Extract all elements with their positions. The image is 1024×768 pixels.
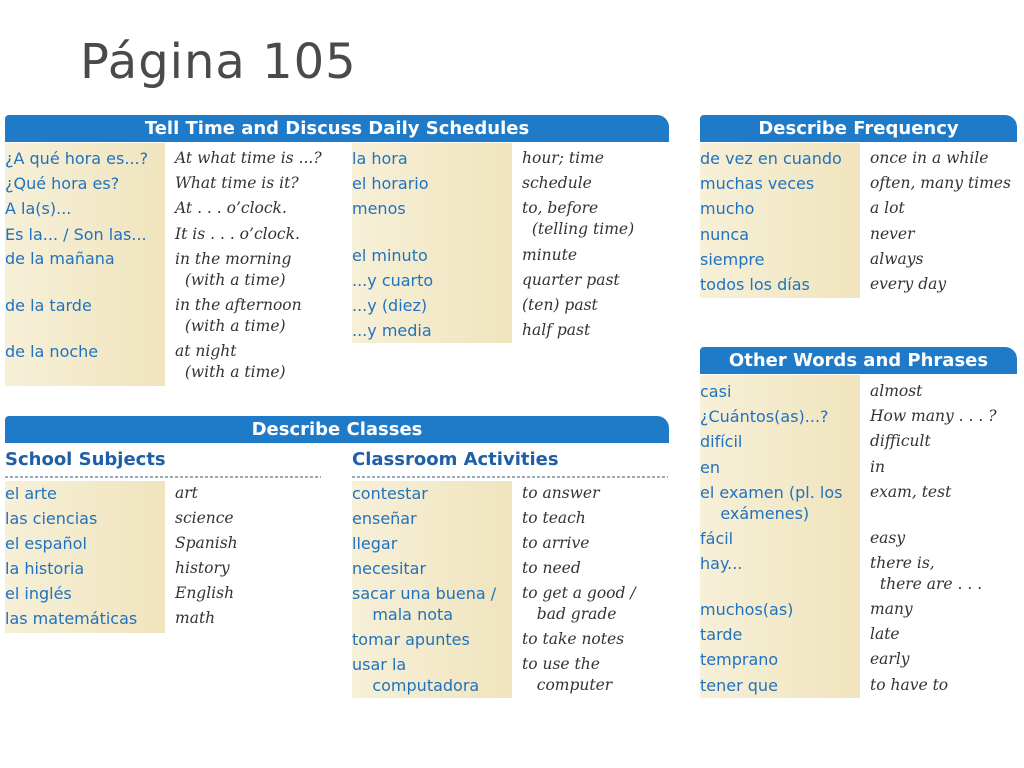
page-title: Página 105	[80, 34, 357, 90]
vocab-es: ...y (diez)	[352, 296, 428, 315]
vocab-es: en	[700, 458, 720, 477]
vocab-es: difícil	[700, 432, 743, 451]
vocab-es: la hora	[352, 149, 408, 168]
school-subjects-heading: School Subjects	[5, 449, 166, 470]
vocab-es: hay...	[700, 554, 743, 573]
vocab-es: A la(s)...	[5, 199, 72, 218]
vocab-en: What time is it?	[175, 174, 299, 192]
vocab-en: half past	[522, 321, 591, 339]
vocab-en: to take notes	[522, 630, 625, 648]
vocab-es: enseñar	[352, 509, 417, 528]
vocab-es: siempre	[700, 250, 765, 269]
tell-time-banner: Tell Time and Discuss Daily Schedules	[5, 115, 669, 142]
vocab-en: to need	[522, 559, 581, 577]
vocab-en: difficult	[870, 432, 931, 450]
vocab-en: exam, test	[870, 483, 952, 501]
vocab-es: de la noche	[5, 342, 99, 361]
vocab-en: there is, there are . . .	[870, 554, 983, 593]
vocab-en: to use the computer	[522, 655, 613, 694]
frequency-banner: Describe Frequency	[700, 115, 1017, 142]
vocab-es: de la mañana	[5, 249, 115, 268]
vocab-es: el inglés	[5, 584, 72, 603]
vocab-en: in	[870, 458, 885, 476]
vocab-es: las matemáticas	[5, 609, 138, 628]
vocab-en: in the morning (with a time)	[175, 250, 292, 289]
vocab-es: ¿Cuántos(as)...?	[700, 407, 829, 426]
vocab-es: usar la computadora	[352, 655, 480, 695]
vocab-es: el español	[5, 534, 87, 553]
vocab-en: to, before (telling time)	[522, 199, 635, 238]
vocab-es: menos	[352, 199, 406, 218]
vocab-en: art	[175, 484, 198, 502]
vocab-en: often, many times	[870, 174, 1011, 192]
vocab-es: mucho	[700, 199, 755, 218]
vocab-es: el arte	[5, 484, 57, 503]
vocab-en: easy	[870, 529, 906, 547]
vocab-en: to answer	[522, 484, 600, 502]
vocab-es: las ciencias	[5, 509, 98, 528]
activities-divider	[352, 476, 668, 478]
vocab-es: muchas veces	[700, 174, 815, 193]
vocab-es: muchos(as)	[700, 600, 794, 619]
vocab-en: never	[870, 225, 915, 243]
vocab-es: el examen (pl. los exámenes)	[700, 483, 843, 523]
vocab-es: tomar apuntes	[352, 630, 470, 649]
vocab-en: At . . . o’clock.	[175, 199, 287, 217]
vocab-es: contestar	[352, 484, 428, 503]
vocab-es: ¿A qué hora es...?	[5, 149, 149, 168]
vocab-en: almost	[870, 382, 923, 400]
vocab-en: How many . . . ?	[870, 407, 997, 425]
vocab-en: every day	[870, 275, 947, 293]
vocab-es: necesitar	[352, 559, 427, 578]
vocab-en: always	[870, 250, 924, 268]
vocab-es: Es la... / Son las...	[5, 225, 147, 244]
classroom-activities-heading: Classroom Activities	[352, 449, 559, 470]
vocab-es: fácil	[700, 529, 734, 548]
vocab-es: de la tarde	[5, 296, 92, 315]
vocab-en: once in a while	[870, 149, 989, 167]
vocab-es: sacar una buena / mala nota	[352, 584, 497, 624]
vocab-en: to teach	[522, 509, 586, 527]
vocab-es: ¿Qué hora es?	[5, 174, 120, 193]
vocab-es: tener que	[700, 676, 778, 695]
vocab-en: history	[175, 559, 230, 577]
vocab-en: to get a good / bad grade	[522, 584, 636, 623]
vocab-en: At what time is ...?	[175, 149, 322, 167]
vocab-en: a lot	[870, 199, 905, 217]
vocab-en: at night (with a time)	[175, 342, 286, 381]
vocab-es: casi	[700, 382, 732, 401]
vocab-en: English	[175, 584, 235, 602]
vocab-es: temprano	[700, 650, 779, 669]
vocab-en: minute	[522, 246, 578, 264]
vocab-en: quarter past	[522, 271, 620, 289]
vocab-en: to have to	[870, 676, 949, 694]
vocab-es: ...y media	[352, 321, 432, 340]
vocab-en: Spanish	[175, 534, 238, 552]
vocab-en: science	[175, 509, 234, 527]
vocab-es: el minuto	[352, 246, 428, 265]
classes-banner: Describe Classes	[5, 416, 669, 443]
vocab-en: to arrive	[522, 534, 590, 552]
vocab-en: many	[870, 600, 913, 618]
vocab-es: ...y cuarto	[352, 271, 434, 290]
vocab-en: schedule	[522, 174, 592, 192]
vocab-en: (ten) past	[522, 296, 598, 314]
vocab-es: llegar	[352, 534, 398, 553]
vocab-es: tarde	[700, 625, 743, 644]
vocab-es: nunca	[700, 225, 750, 244]
vocab-es: todos los días	[700, 275, 810, 294]
vocab-en: late	[870, 625, 900, 643]
vocab-es: de vez en cuando	[700, 149, 842, 168]
other-words-banner: Other Words and Phrases	[700, 347, 1017, 374]
vocab-en: hour; time	[522, 149, 604, 167]
vocab-en: It is . . . o’clock.	[175, 225, 300, 243]
vocab-es: la historia	[5, 559, 85, 578]
vocab-es: el horario	[352, 174, 429, 193]
vocab-en: in the afternoon (with a time)	[175, 296, 302, 335]
vocab-en: early	[870, 650, 910, 668]
vocab-en: math	[175, 609, 216, 627]
subjects-divider	[5, 476, 321, 478]
